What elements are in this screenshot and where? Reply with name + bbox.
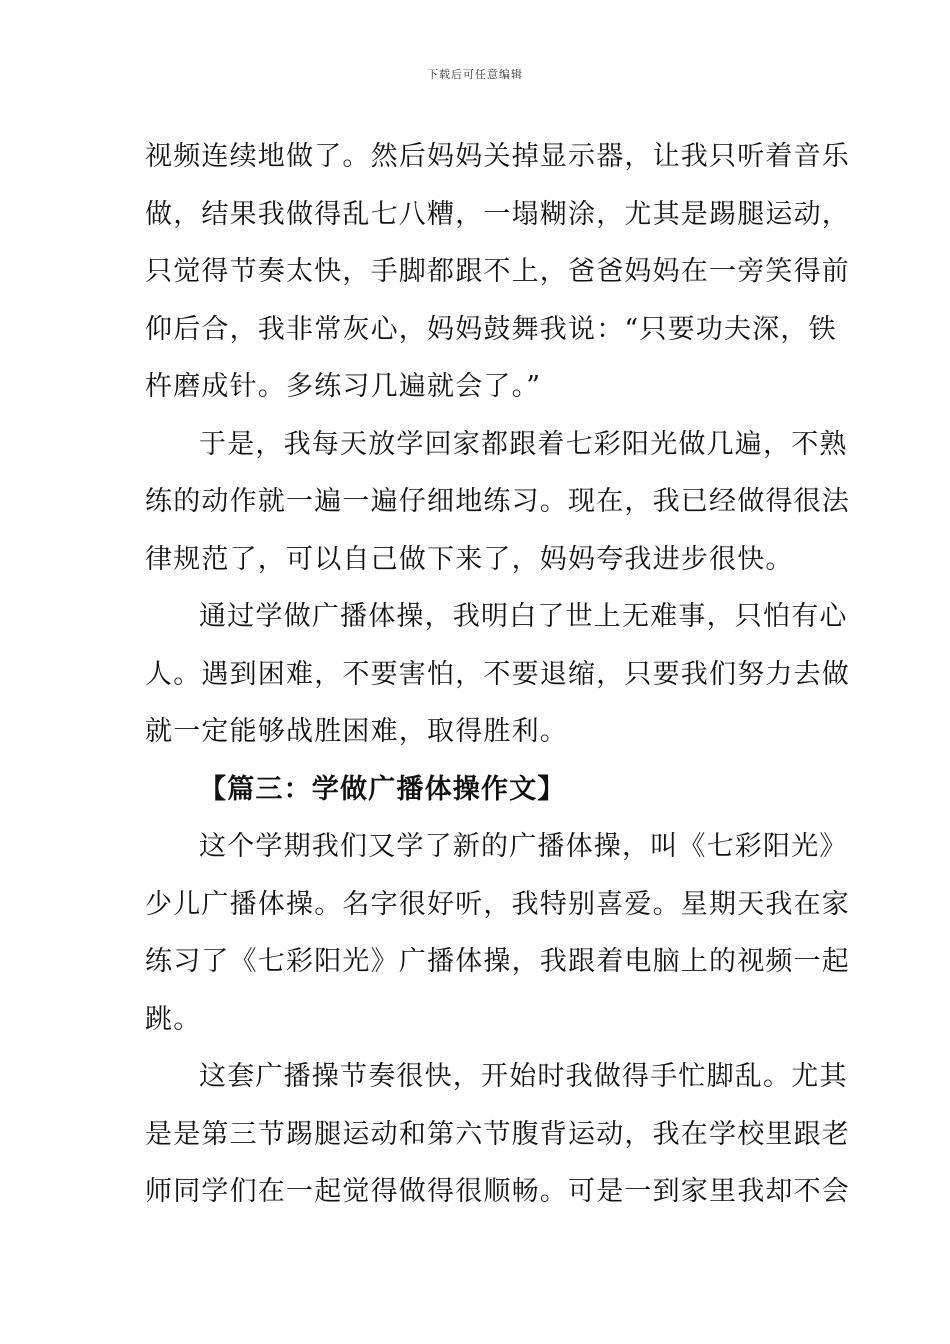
- text-line: 做，结果我做得乱七八糟，一塌糊涂，尤其是踢腿运动，: [145, 198, 850, 230]
- text-line: 练的动作就一遍一遍仔细地练习。现在，我已经做得很法: [145, 486, 850, 517]
- text-line: 视频连续地做了。然后妈妈关掉显示器，让我只听着音乐: [145, 141, 850, 172]
- header-note: 下载后可任意编辑: [427, 68, 523, 81]
- text-line: 跳。: [145, 1003, 202, 1035]
- text-line: 人。遇到困难，不要害怕，不要退缩，只要我们努力去做: [145, 658, 850, 690]
- text-line: 师同学们在一起觉得做得很顺畅。可是一到家里我却不会: [145, 1176, 850, 1207]
- text-line: 通过学做广播体操，我明白了世上无难事，只怕有心: [199, 601, 848, 632]
- text-line: 少儿广播体操。名字很好听，我特别喜爱。星期天我在家: [145, 888, 850, 920]
- body-text: [145, 128, 850, 1221]
- text-line: 这个学期我们又学了新的广播体操，叫《七彩阳光》: [199, 831, 848, 862]
- section-heading: 【篇三：学做广播体操作文】: [199, 773, 566, 805]
- text-line: 这套广播操节奏很快，开始时我做得手忙脚乱。尤其: [199, 1061, 848, 1092]
- text-line: 于是，我每天放学回家都跟着七彩阳光做几遍，不熟: [199, 428, 848, 460]
- text-line: 律规范了，可以自己做下来了，妈妈夸我进步很快。: [145, 543, 794, 575]
- text-line: 是是第三节踢腿运动和第六节腹背运动，我在学校里跟老: [145, 1118, 850, 1150]
- text-line: 练习了《七彩阳光》广播体操，我跟着电脑上的视频一起: [145, 946, 850, 977]
- text-line: 就一定能够战胜困难，取得胜利。: [145, 716, 568, 747]
- text-line: 仰后合，我非常灰心，妈妈鼓舞我说：“只要功夫深，铁: [145, 313, 837, 345]
- text-line: 杵磨成针。多练习几遍就会了。”: [145, 371, 542, 402]
- text-line: 只觉得节奏太快，手脚都跟不上，爸爸妈妈在一旁笑得前: [145, 256, 850, 287]
